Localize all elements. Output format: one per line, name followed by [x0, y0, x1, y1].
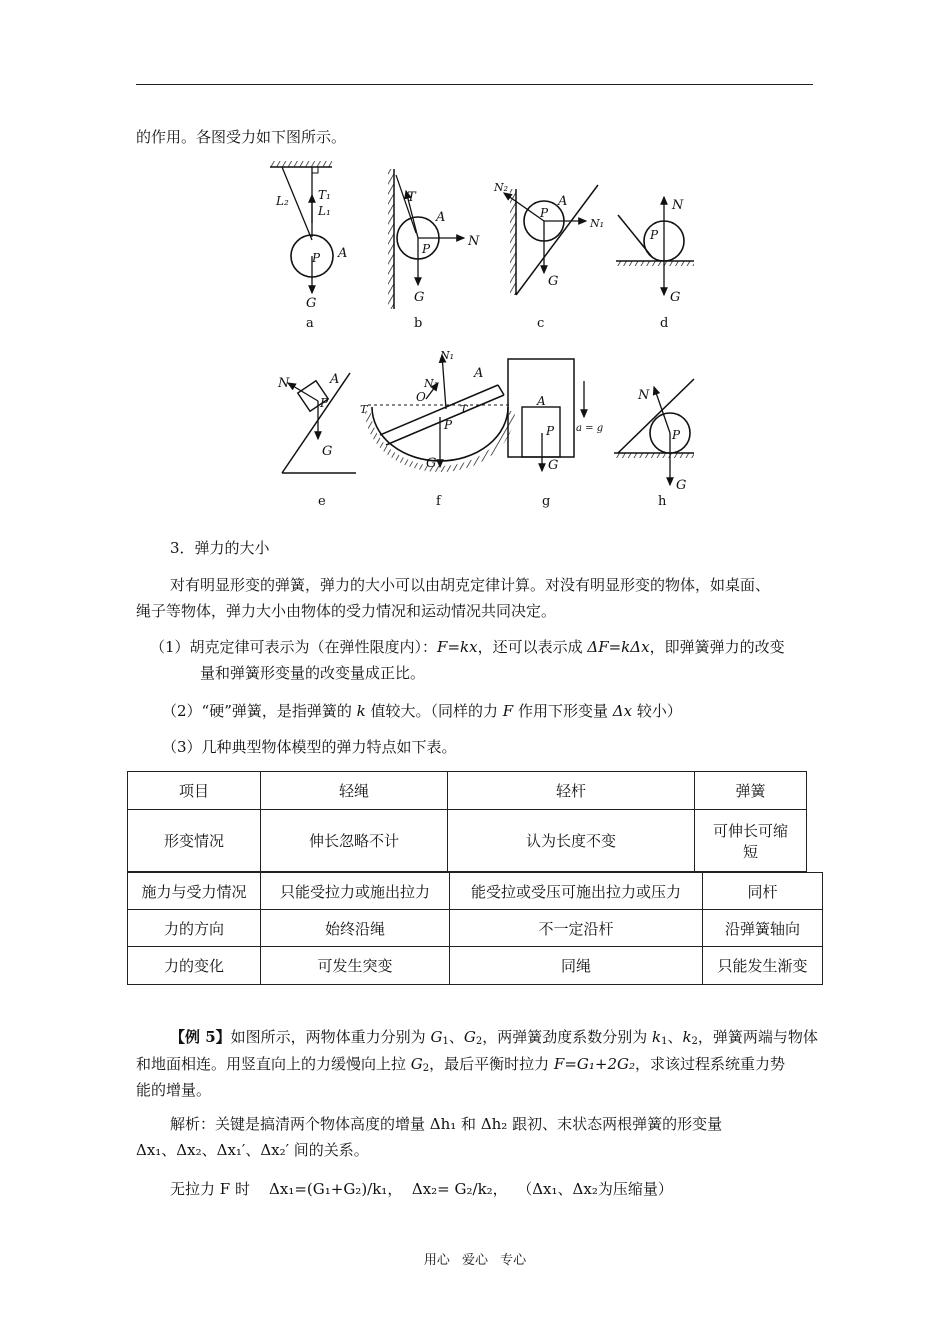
table-cell: 力的变化: [128, 947, 261, 985]
panel-c-label: c: [537, 316, 545, 331]
label-b-N: N: [468, 234, 480, 249]
table-cell: 同杆: [703, 873, 823, 910]
label-a-A: A: [338, 246, 348, 261]
label-f-G: G: [426, 456, 437, 471]
panel-e-label: e: [318, 494, 326, 509]
label-b-T: T: [407, 190, 416, 205]
panel-f: [360, 349, 512, 509]
para1-line1: 对有明显形变的弹簧，弹力的大小可以由胡克定律计算。对没有明显形变的物体，如桌面、: [170, 576, 771, 594]
label-a-L2: L₂: [276, 194, 289, 208]
label-g-G: G: [548, 458, 559, 473]
label-d-G: G: [670, 290, 681, 305]
panel-a-label: a: [306, 316, 314, 331]
label-f-N1-top: N₁: [440, 349, 455, 362]
label-h-N: N: [638, 388, 650, 403]
table-cell: 可伸长可缩 短: [695, 810, 807, 872]
table-cell: 力的方向: [128, 910, 261, 947]
label-b-G: G: [414, 290, 425, 305]
table-row: [128, 873, 823, 910]
label-d-P: P: [650, 228, 659, 242]
label-a-P: P: [312, 251, 321, 265]
label-f-O: O: [416, 390, 426, 404]
table-header-cell: 弹簧: [695, 772, 807, 810]
example5-line2: 和地面相连。用竖直向上的力缓慢向上拉 $G_2$，最后平衡时拉力 F=G₁+2G₂，求该过程系统重力势: [136, 1055, 786, 1074]
table-row: [128, 910, 823, 947]
table-header-cell: 轻绳: [261, 772, 448, 810]
section-heading: 3．弹力的大小: [170, 539, 270, 557]
table-cell: 施力与受力情况: [128, 873, 261, 910]
panel-d: [616, 197, 694, 331]
table-row: [128, 810, 807, 872]
header-rule: [136, 84, 813, 85]
page-footer: 用心 爱心 专心: [423, 1253, 527, 1268]
label-a-L1: L₁: [318, 204, 331, 218]
label-f-A: A: [474, 366, 484, 381]
table-cell: 形变情况: [128, 810, 261, 872]
panel-h-label: h: [658, 494, 667, 509]
panel-g: [508, 359, 603, 509]
item1-line1: （1）胡克定律可表示为（在弹性限度内）：F=kx，还可以表示成 ΔF=kΔx，即弹簧弹力的改变: [150, 638, 785, 656]
label-c-N2: N₂: [494, 181, 509, 194]
analysis-line1: 解析：关键是搞清两个物体高度的增量 Δh₁ 和 Δh₂ 跟初、末状态两根弹簧的形变量: [170, 1115, 723, 1133]
intro-line: 的作用。各图受力如下图所示。: [136, 128, 347, 146]
table-row: [128, 772, 807, 810]
panel-g-label: g: [542, 494, 551, 509]
table-header-cell: 轻杆: [448, 772, 695, 810]
panel-a: [270, 161, 347, 331]
item3: （3）几种典型物体模型的弹力特点如下表。: [162, 738, 457, 756]
no-force-line: 无拉力 F 时 Δx₁=(G₁+G₂)/k₁， Δx₂= G₂/k₂， （Δx₁、Δx₂为压缩量）: [170, 1180, 673, 1198]
table-header-cell: 项目: [128, 772, 261, 810]
label-e-G: G: [322, 444, 333, 459]
table-cell: 始终沿绳: [261, 910, 450, 947]
table-cell: 不一定沿杆: [450, 910, 703, 947]
panel-b-label: b: [414, 316, 423, 331]
table-row: [128, 947, 823, 985]
label-f-T-left: T: [360, 403, 368, 416]
item2: （2）“硬”弹簧，是指弹簧的 k 值较大。（同样的力 F 作用下形变量 Δx 较小）: [162, 702, 682, 720]
label-f-T-right: T: [460, 403, 468, 416]
spring-table-bottom: [127, 872, 823, 985]
label-d-N: N: [672, 198, 684, 213]
panel-b: [388, 169, 480, 331]
label-f-P: P: [444, 418, 453, 432]
table-cell: 只能发生渐变: [703, 947, 823, 985]
para1-line2: 绳子等物体，弹力大小由物体的受力情况和运动情况共同决定。: [136, 602, 557, 620]
label-e-P: P: [320, 396, 329, 410]
panel-c: [493, 181, 604, 331]
panel-e: [277, 372, 356, 509]
panel-h: [614, 379, 694, 509]
table-cell: 只能受拉力或施出拉力: [261, 873, 450, 910]
panel-d-label: d: [660, 316, 669, 331]
table-cell: 同绳: [450, 947, 703, 985]
label-e-A: A: [330, 372, 340, 387]
panel-f-label: f: [436, 494, 441, 509]
label-g-a-eq-g: a = g: [576, 423, 604, 434]
label-c-G: G: [548, 274, 559, 289]
label-c-P: P: [540, 206, 549, 220]
label-a-G: G: [306, 296, 317, 311]
label-c-A: A: [558, 194, 568, 209]
example5-line1: 【例 5】如图所示，两物体重力分别为 $G_1$、$G_2$，两弹簧劲度系数分别为 $k_1$、$k_2$，弹簧两端与物体: [170, 1028, 818, 1047]
force-diagrams-figure: [260, 155, 700, 515]
spring-table-top: [127, 771, 807, 872]
example5-line3: 能的增量。: [136, 1081, 212, 1099]
label-h-P: P: [672, 428, 681, 442]
label-b-A: A: [436, 210, 446, 225]
label-h-G: G: [676, 478, 687, 493]
table-cell: 可发生突变: [261, 947, 450, 985]
table-cell: 伸长忽略不计: [261, 810, 448, 872]
table-cell: 沿弹簧轴向: [703, 910, 823, 947]
table-cell: 能受拉或受压可施出拉力或压力: [450, 873, 703, 910]
analysis-line2: Δx₁、Δx₂、Δx₁′、Δx₂′ 间的关系。: [136, 1141, 369, 1159]
label-f-N1: N₁: [424, 377, 439, 390]
label-a-T1: T₁: [318, 188, 331, 202]
label-e-N: N: [278, 376, 290, 391]
label-c-N1: N₁: [590, 217, 605, 230]
table-cell: 认为长度不变: [448, 810, 695, 872]
item1-line2: 量和弹簧形变量的改变量成正比。: [200, 664, 426, 682]
label-g-P: P: [546, 424, 555, 438]
label-g-A: A: [537, 394, 546, 408]
label-b-P: P: [422, 242, 431, 256]
